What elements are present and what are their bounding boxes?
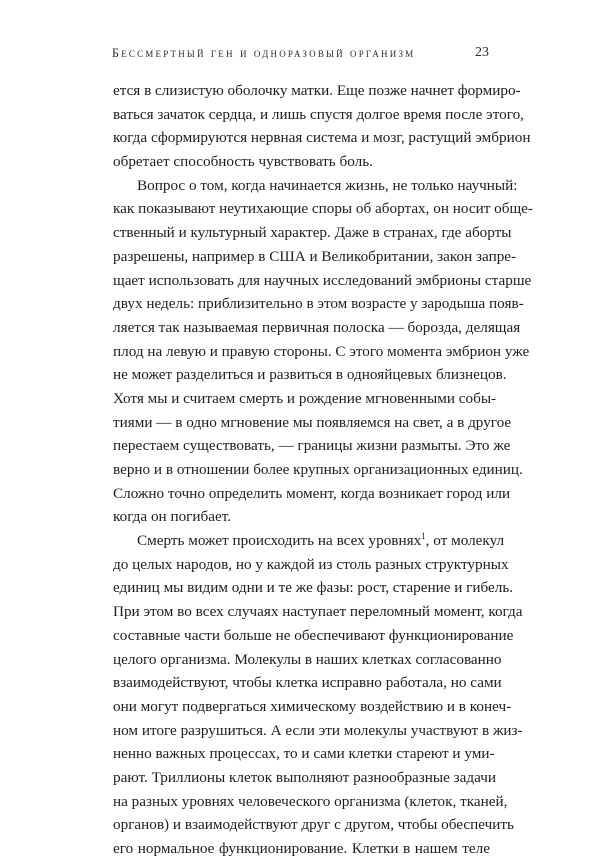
running-head [112, 46, 489, 64]
text-line: взаимодействуют, чтобы клетка исправно работала, но сами [113, 674, 502, 692]
text-line: составные части больше не обеспечивают функционирование [113, 626, 514, 644]
text-line: рают. Триллионы клеток выполняют разнообразные задачи [113, 768, 497, 786]
text-line: когда сформируются нервная система и мозг, растущий эмбрион [113, 129, 531, 147]
page-number: 23 [475, 45, 489, 60]
text-line: перестаем существовать, — границы жизни размыты. Это же [113, 437, 511, 455]
text-line: При этом во всех случаях наступает переломный момент, когда [113, 603, 523, 621]
text-line: Сложно точно определить момент, когда возникает город или [113, 484, 511, 502]
text-line: на разных уровнях человеческого организма (клеток, тканей, [113, 792, 508, 810]
text-line: ляется так называемая первичная полоска — борозда, делящая [113, 318, 521, 336]
text-line: как показывают неутихающие споры об абортах, он носит обще- [113, 200, 533, 218]
text-line: когда он погибает. [113, 508, 232, 526]
text-line: органов) и взаимодействуют друг с другом, чтобы обеспечить [113, 816, 514, 834]
text-line-with-footnote [113, 529, 505, 553]
text-line: не может разделиться и развиться в однояйцевых близнецов. [113, 366, 507, 384]
footnote-marker[interactable]: 1 [421, 531, 426, 541]
text-segment: , от молекул [425, 532, 505, 550]
text-line: верно и в отношении более крупных организационных единиц. [113, 461, 523, 478]
text-segment: Смерть может происходить на всех уровнях [137, 532, 422, 550]
text-line: обретает способность чувствовать боль. [113, 153, 373, 171]
body-text [113, 79, 533, 861]
text-line: Хотя мы и считаем смерть и рождение мгновенными собы- [113, 389, 497, 407]
text-line: разрешены, например в США и Великобритании, закон запре- [113, 247, 517, 265]
text-line: его нормальное функционирование. Клетки в нашем теле [113, 840, 490, 857]
text-line: двух недель: приблизительно в этом возрасте у зародыша появ- [113, 295, 524, 313]
text-line: щает использовать для научных исследований эмбрионы старше [113, 271, 532, 289]
text-line: ственный и культурный характер. Даже в странах, где аборты [113, 224, 512, 242]
running-title: Бессмертный ген и одноразовый организм [112, 46, 416, 60]
text-line: плод на левую и правую стороны. С этого момента эмбрион уже [113, 342, 530, 360]
text-line: ненно важных процессах, то и сами клетки стареют и уми- [113, 745, 495, 763]
text-line: ется в слизистую оболочку матки. Еще позже начнет формиро- [113, 82, 521, 99]
text-line: ваться зачаток сердца, и лишь спустя долгое время после этого, [113, 105, 524, 123]
text-line: целого организма. Молекулы в наших клетках согласованно [113, 650, 502, 668]
text-line: Вопрос о том, когда начинается жизнь, не только научный: [137, 176, 518, 194]
text-line: единиц мы видим одни и те же фазы: рост, старение и гибель. [113, 579, 514, 597]
text-line: ном итоге разрушиться. А если эти молекулы участвуют в жиз- [113, 721, 523, 739]
text-line: до целых народов, но у каждой из столь разных структурных [113, 555, 509, 573]
text-line: тиями — в одно мгновение мы появляемся на свет, а в другое [113, 413, 512, 431]
text-line: они могут подвергаться химическому воздействию и в конеч- [113, 697, 512, 715]
